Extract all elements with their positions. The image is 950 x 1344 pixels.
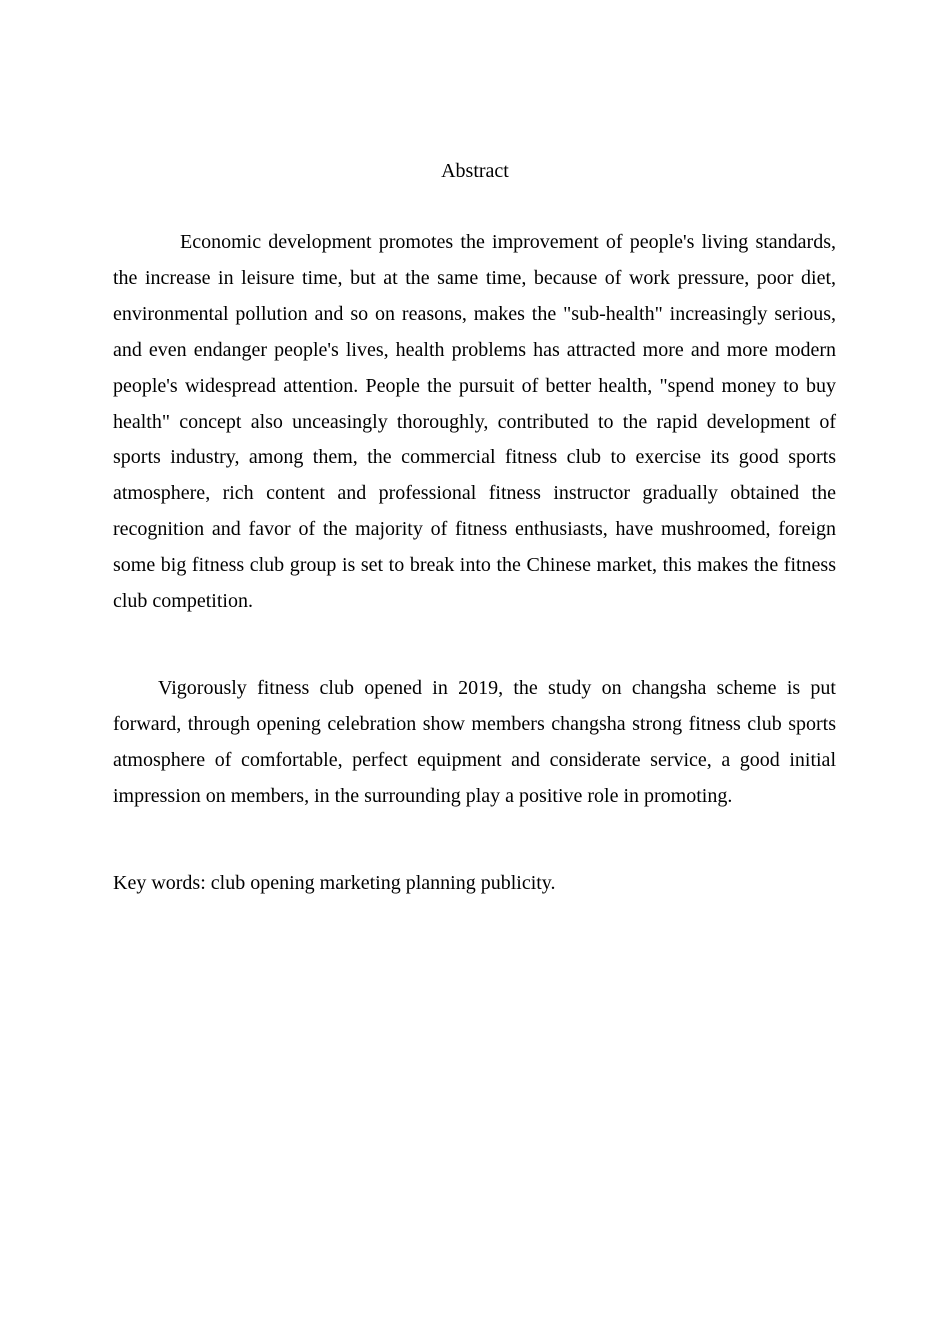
abstract-title: Abstract [441, 160, 509, 182]
keywords-line: Key words: club opening marketing planning publicity. [113, 872, 556, 894]
abstract-paragraph-1: Economic development promotes the improvement of people's living standards, the increase in leisure time, but at the same time, because of work pressure, poor diet, environmental pollution and so on reasons, makes the "sub-health" increasingly serious, and even endanger people's lives, health problems has attracted more and more modern people's widespread attention. People the pursuit of better health, "spend money to buy health" concept also unceasingly thoroughly, contributed to the rapid development of sports industry, among them, the commercial fitness club to exercise its good sports atmosphere, rich content and professional fitness instructor gradually obtained the recognition and favor of the majority of fitness enthusiasts, have mushroomed, foreign some big fitness club group is set to break into the Chinese market, this makes the fitness club competition. [113, 231, 836, 613]
abstract-paragraph-2: Vigorously fitness club opened in 2019, the study on changsha scheme is put forward, through opening celebration show members changsha strong fitness club sports atmosphere of comfortable, perfect equipment and considerate service, a good initial impression on members, in the surrounding play a positive role in promoting. [113, 677, 836, 807]
